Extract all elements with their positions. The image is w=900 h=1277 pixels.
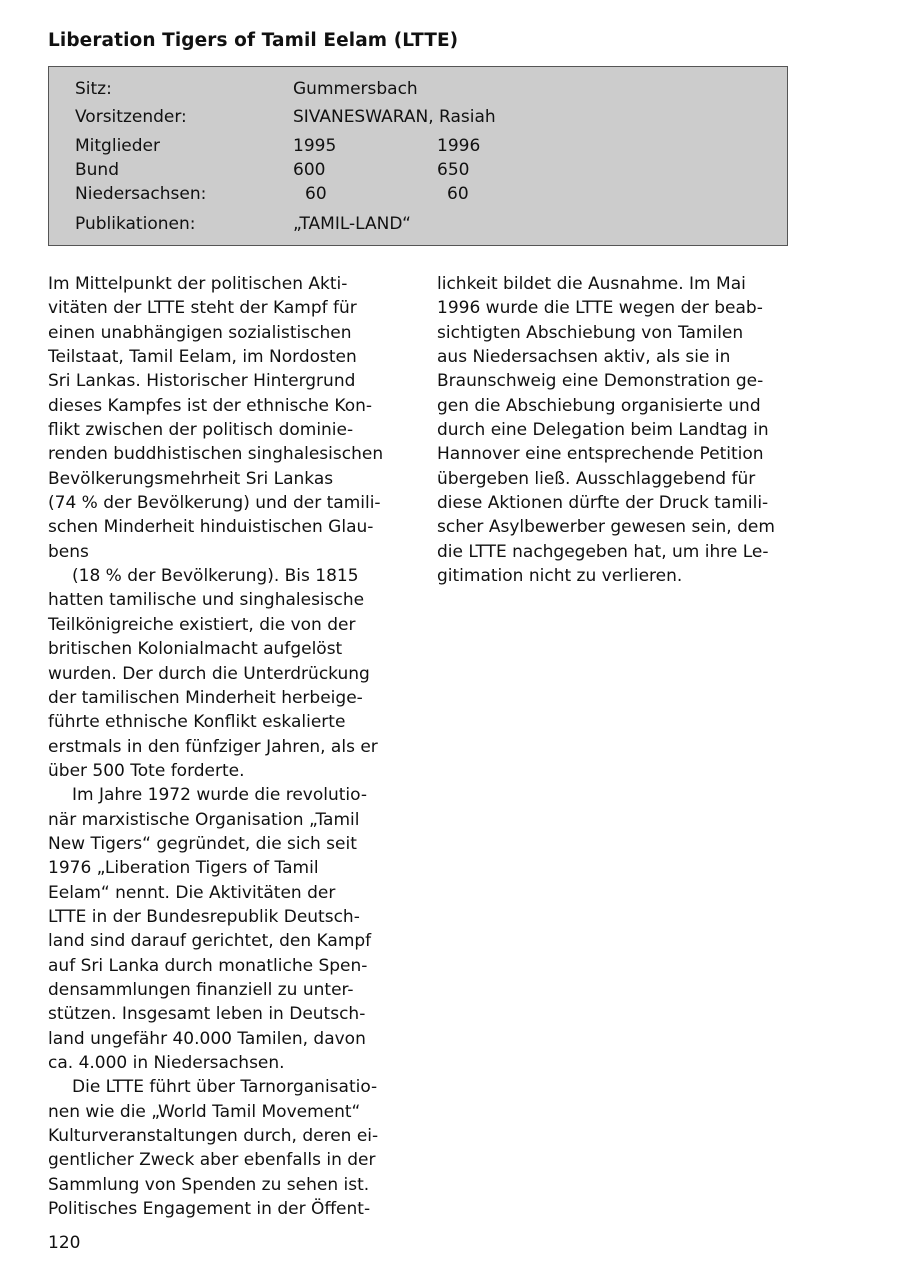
left-text-column	[48, 272, 408, 1221]
niedersachsen-label: Niedersachsen:	[75, 184, 207, 204]
body-text-line: flikt zwischen der politisch dominie-	[48, 420, 354, 441]
body-text-line: übergeben ließ. Ausschlaggebend für	[437, 468, 756, 489]
year-1996: 1996	[437, 136, 481, 156]
body-text-line: (74 % der Bevölkerung) und der tamili-	[48, 493, 381, 514]
body-text-line: die LTTE nachgegeben hat, um ihre Le-	[437, 541, 769, 562]
body-text-line: LTTE in der Bundesrepublik Deutsch-	[48, 906, 360, 927]
body-text-line: Kulturveranstaltungen durch, deren ei-	[48, 1126, 379, 1147]
body-text-line: wurden. Der durch die Unterdrückung	[48, 663, 370, 684]
bund-1996-value: 650	[437, 160, 470, 180]
body-text-line: dieses Kampfes ist der ethnische Kon-	[48, 395, 373, 416]
organization-info-box	[48, 66, 788, 246]
info-row-bund	[49, 158, 787, 182]
body-text-line: (18 % der Bevölkerung). Bis 1815	[72, 566, 359, 587]
body-text-line: Teilstaat, Tamil Eelam, im Nordosten	[48, 347, 357, 368]
body-text-line: Im Mittelpunkt der politischen Akti-	[48, 274, 348, 294]
info-row-publikationen	[49, 212, 787, 236]
publikationen-value: „TAMIL-LAND“	[293, 214, 411, 234]
body-text-line: diese Aktionen dürfte der Druck tamili-	[437, 493, 769, 514]
body-text-line: Bevölkerungsmehrheit Sri Lankas	[48, 468, 334, 489]
body-text-line: 1996 wurde die LTTE wegen der beab-	[437, 298, 763, 319]
info-row-mitglieder	[49, 134, 787, 158]
body-text-line: New Tigers“ gegründet, die sich seit	[48, 833, 357, 854]
vorsitzender-value: SIVANESWARAN, Rasiah	[293, 107, 496, 127]
page-heading: Liberation Tigers of Tamil Eelam (LTTE)	[48, 30, 459, 51]
body-text-line: gen die Abschiebung organisierte und	[437, 395, 761, 416]
page-number: 120	[48, 1233, 81, 1253]
body-text-line: auf Sri Lanka durch monatliche Spen-	[48, 955, 368, 976]
body-text-line: einen unabhängigen sozialistischen	[48, 322, 352, 343]
body-text-line: stützen. Insgesamt leben in Deutsch-	[48, 1004, 366, 1025]
body-text-line: über 500 Tote forderte.	[48, 760, 245, 781]
body-text-line: hatten tamilische und singhalesische	[48, 590, 365, 611]
sitz-label: Sitz:	[75, 79, 112, 99]
vorsitzender-label: Vorsitzender:	[75, 107, 187, 127]
body-text-line: britischen Kolonialmacht aufgelöst	[48, 639, 343, 660]
body-text-line: land sind darauf gerichtet, den Kampf	[48, 931, 372, 952]
body-text-line: Sammlung von Spenden zu sehen ist.	[48, 1174, 370, 1195]
body-text-line: Eelam“ nennt. Die Aktivitäten der	[48, 882, 336, 903]
body-text-line: scher Asylbewerber gewesen sein, dem	[437, 517, 775, 538]
publikationen-label: Publikationen:	[75, 214, 196, 234]
body-text-line: vitäten der LTTE steht der Kampf für	[48, 298, 357, 319]
body-text-line: Die LTTE führt über Tarnorganisatio-	[72, 1077, 378, 1098]
info-row-niedersachsen	[49, 182, 787, 206]
body-text-line: Teilkönigreiche existiert, die von der	[48, 614, 356, 635]
body-text-line: Sri Lankas. Historischer Hintergrund	[48, 371, 356, 392]
body-text-line: Im Jahre 1972 wurde die revolutio-	[72, 785, 368, 806]
body-text-line: gitimation nicht zu verlieren.	[437, 566, 683, 587]
body-text-line: densammlungen finanziell zu unter-	[48, 979, 354, 1000]
body-text-line: lichkeit bildet die Ausnahme. Im Mai	[437, 274, 746, 294]
body-text-line: gentlicher Zweck aber ebenfalls in der	[48, 1150, 376, 1171]
body-text-line: sichtigten Abschiebung von Tamilen	[437, 322, 744, 343]
sitz-value: Gummersbach	[293, 79, 418, 99]
body-text-line: land ungefähr 40.000 Tamilen, davon	[48, 1028, 366, 1049]
mitglieder-label: Mitglieder	[75, 136, 160, 156]
body-text-line: führte ethnische Konflikt eskalierte	[48, 712, 346, 733]
body-text-line: Braunschweig eine Demonstration ge-	[437, 371, 764, 392]
niedersachsen-1996-value: 60	[447, 184, 469, 204]
body-text-line: renden buddhistischen singhalesischen	[48, 444, 384, 465]
body-text-line: erstmals in den fünfziger Jahren, als er	[48, 736, 378, 757]
body-text-line: 1976 „Liberation Tigers of Tamil	[48, 858, 319, 879]
body-text-line: aus Niedersachsen aktiv, als sie in	[437, 347, 731, 368]
body-text-line: ca. 4.000 in Niedersachsen.	[48, 1053, 285, 1073]
right-text-column	[437, 272, 797, 588]
niedersachsen-1995-value: 60	[305, 184, 327, 204]
bund-1995-value: 600	[293, 160, 326, 180]
body-text-line: schen Minderheit hinduistischen Glau-	[48, 517, 374, 538]
body-text-line: Politisches Engagement in der Öffent-	[48, 1199, 371, 1220]
body-text-line: Hannover eine entsprechende Petition	[437, 444, 764, 465]
body-text-line: när marxistische Organisation „Tamil	[48, 809, 360, 830]
info-row-vorsitzender	[49, 105, 787, 129]
body-text-line: durch eine Delegation beim Landtag in	[437, 420, 769, 441]
body-text-line: nen wie die „World Tamil Movement“	[48, 1101, 361, 1122]
body-text-line: bens	[48, 541, 89, 562]
bund-label: Bund	[75, 160, 120, 180]
year-1995: 1995	[293, 136, 337, 156]
info-row-sitz	[49, 77, 787, 101]
body-text-line: der tamilischen Minderheit herbeige-	[48, 687, 363, 708]
